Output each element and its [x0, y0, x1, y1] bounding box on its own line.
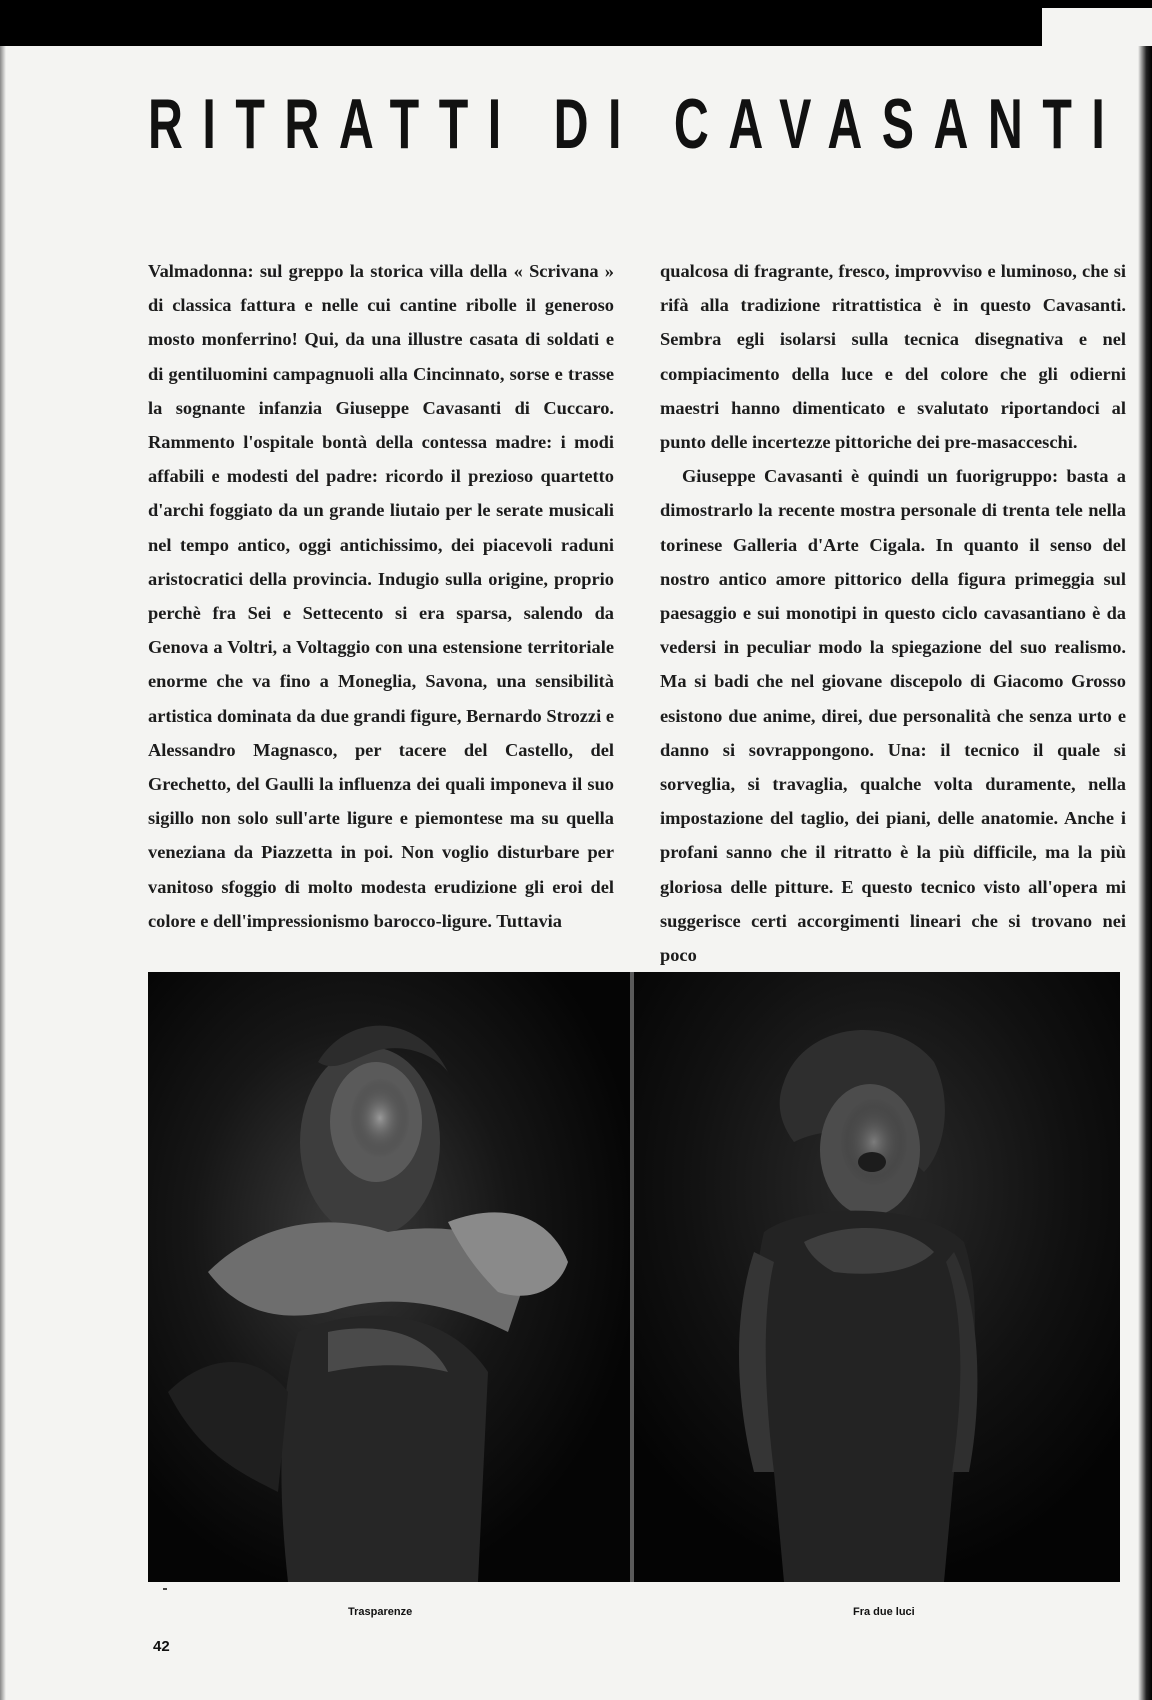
caption-trasparenze: Trasparenze: [348, 1606, 413, 1618]
text-column-left: [148, 254, 614, 938]
painting-fra-due-luci-image: [634, 972, 1120, 1582]
painting-trasparenze-image: [148, 972, 632, 1582]
page-right-edge: [1138, 46, 1152, 1700]
page-left-edge: [0, 46, 6, 1700]
page-number: 42: [153, 1638, 170, 1655]
text-column-right: [660, 254, 1126, 972]
painting-photo-trasparenze: [148, 972, 632, 1582]
paragraph: qualcosa di fragrante, fresco, improvviso e luminoso, che si rifà alla tradizione ritrattistica è in questo Cavasanti. Sembra egli isolarsi sulla tecnica disegnativa e nel compiacimento della luce e del colore che gli odierni maestri hanno dimenticato e svalutato riportandoci al punto delle incertezze pittoriche dei pre-masacceschi.: [660, 261, 1126, 453]
paragraph: Valmadonna: sul greppo la storica villa della « Scrivana » di classica fattura e nelle cui cantine ribolle il generoso mosto monferrino! Qui, da una illustre casata di soldati e di gentiluomini campagnuoli alla Cincinnato, sorse e trasse la sognante infanzia Giuseppe Cavasanti di Cuccaro. Rammento l'ospitale bontà della contessa madre: i modi affabili e modesti del padre: ricordo il prezioso quartetto d'archi foggiato da un grande liutaio per le serate musicali nel tempo antico, oggi antichissimo, dei piacevoli raduni aristocratici della provincia. Indugio sulla origine, proprio perchè fra Sei e Settecento si era sparsa, salendo da Genova a Voltri, a Voltaggio con una estensione territoriale enorme che va fino a Moneglia, Savona, una sensibilità artistica dominata da due grandi figure, Bernardo Strozzi e Alessandro Magnasco, per tacere del Castello, del Grechetto, del Gaulli la influenza dei quali imponeva il suo sigillo non solo sull'arte ligure e piemontese ma su quella veneziana da Piazzetta in poi. Non voglio disturbare per vanitoso sfoggio di molto modesta erudizione gli eroi del colore e dell'impressionismo barocco-ligure. Tuttavia: [148, 261, 614, 931]
article-title: RITRATTI DI CAVASANTI: [148, 85, 1125, 164]
page-corner: [1042, 8, 1152, 48]
paragraph: Giuseppe Cavasanti è quindi un fuorigruppo: basta a dimostrarlo la recente mostra personale di trenta tele nella torinese Galleria d'Arte Cigala. In quanto il senso del nostro antico amore pittorico della figura primeggia sul paesaggio e sui monotipi in questo ciclo cavasantiano è da vedersi in peculiar modo la spiegazione del suo realismo. Ma si badi che nel giovane discepolo di Giacomo Grosso esistono due anime, direi, due personalità che senza urto e danno si sovrappongono. Una: il tecnico il quale si sorveglia, si travaglia, qualche volta duramente, nella impostazione del taglio, dei piani, delle anatomie. Anche i profani sanno che il ritratto è la più difficile, ma la più gloriosa delle pitture. E questo tecnico visto all'opera mi suggerisce certi accorgimenti lineari che si trovano nei poco: [660, 466, 1126, 966]
margin-mark: [163, 1588, 167, 1590]
caption-fra-due-luci: Fra due luci: [853, 1606, 915, 1618]
painting-photo-fra-due-luci: [634, 972, 1120, 1582]
